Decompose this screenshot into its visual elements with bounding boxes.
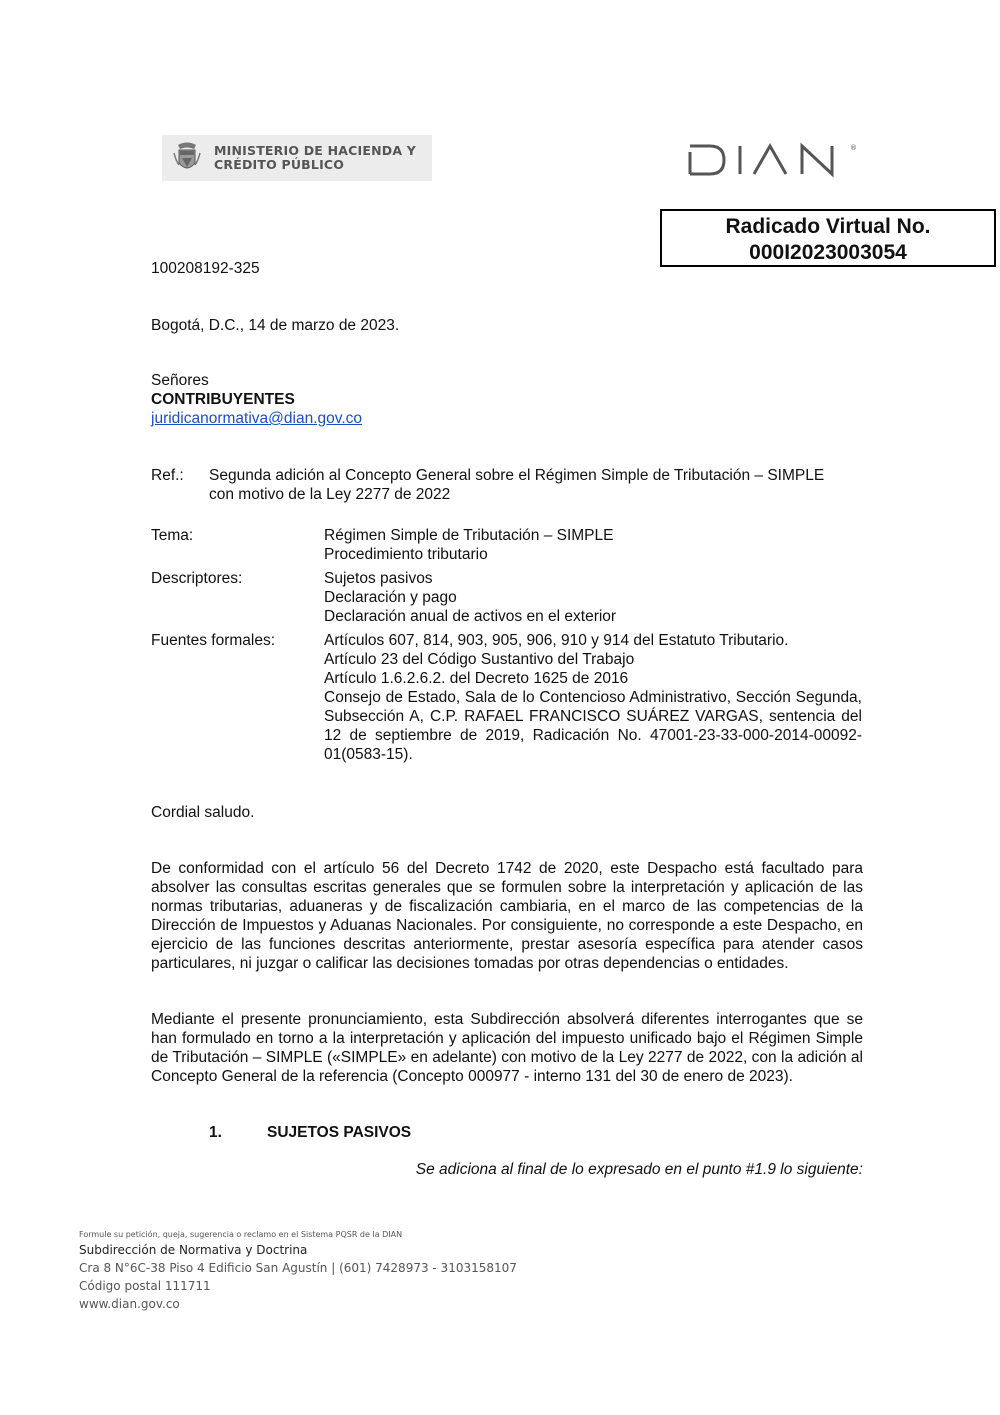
ministry-name-line2: CRÉDITO PÚBLICO (214, 157, 345, 172)
section-note: Se adiciona al final de lo expresado en el punto #1.9 lo siguiente: (415, 1161, 863, 1178)
fuentes-row (151, 631, 863, 764)
reference-number: 100208192-325 (151, 260, 260, 277)
section-heading (209, 1123, 411, 1142)
recipient-email-link[interactable]: juridicanormativa@dian.gov.co (151, 410, 363, 427)
footer-website-link[interactable]: www.dian.gov.co (79, 1297, 180, 1311)
descriptor-value: Sujetos pasivos (324, 570, 433, 587)
ministry-name-line1: MINISTERIO DE HACIENDA Y (214, 143, 417, 158)
fuentes-label: Fuentes formales: (151, 632, 276, 649)
metadata-block (151, 526, 863, 764)
footer (79, 1230, 517, 1313)
ref-line1: Segunda adición al Concepto General sobre el Régimen Simple de Tributación – SIMPLE (209, 467, 825, 484)
footer-pqsr-note: Formule su petición, queja, sugerencia o reclamo en el Sistema PQSR de la DIAN (79, 1230, 403, 1239)
ref-label: Ref.: (151, 467, 184, 484)
footer-address: Cra 8 N°6C-38 Piso 4 Edificio San Agustín | (601) 7428973 - 3103158107 (79, 1261, 517, 1275)
registered-mark: ® (850, 144, 857, 152)
recipient-name: CONTRIBUYENTES (151, 391, 295, 408)
ref-line2: con motivo de la Ley 2277 de 2022 (209, 486, 451, 503)
radicado-number: 000I2023003054 (749, 241, 907, 264)
dian-logo (688, 142, 860, 178)
radicado-label: Radicado Virtual No. (725, 215, 931, 238)
fuente-value: Consejo de Estado, Sala de lo Contencioso Administrativo, Sección Segunda, Subsección A, C.P. RAFAEL FRANCISCO SUÁREZ VARGAS, sentencia del 12 de septiembre de 2019, Radicación No. 47001-23-33-000-2014-00092-01(0583-15). (324, 689, 862, 763)
coat-of-arms-icon (172, 141, 202, 175)
descriptor-value: Declaración y pago (324, 589, 457, 606)
reference-block (151, 466, 863, 504)
section-title: SUJETOS PASIVOS (267, 1124, 412, 1141)
greeting: Cordial saludo. (151, 804, 255, 821)
fuente-value: Artículo 1.6.2.6.2. del Decreto 1625 de 2016 (324, 670, 629, 687)
fuente-value: Artículo 23 del Código Sustantivo del Trabajo (324, 651, 635, 668)
tema-row (151, 526, 863, 564)
paragraph-1: De conformidad con el artículo 56 del Decreto 1742 de 2020, este Despacho está facultado para absolver las consultas escritas generales que se formulen sobre la interpretación y aplicación de las normas tributarias, aduaneras y de fiscalización cambiaria, en el marco de las competencias de la Dirección de Impuestos y Aduanas Nacionales. Por consiguiente, no corresponde a este Despacho, en ejercicio de las funciones descritas anteriormente, prestar asesoría específica para atender casos particulares, ni juzgar o calificar las decisiones tomadas por otras dependencias o entidades. (151, 860, 863, 972)
footer-office: Subdirección de Normativa y Doctrina (79, 1243, 308, 1257)
salutation-to: Señores (151, 372, 209, 389)
tema-value: Procedimiento tributario (324, 546, 488, 563)
tema-label: Tema: (151, 527, 194, 544)
recipient-block (151, 371, 362, 428)
fuente-value: Artículos 607, 814, 903, 905, 906, 910 y 914 del Estatuto Tributario. (324, 632, 789, 649)
descriptor-value: Declaración anual de activos en el exterior (324, 608, 617, 625)
descriptores-row (151, 569, 863, 626)
descriptores-label: Descriptores: (151, 570, 243, 587)
radicado-box (660, 209, 996, 267)
footer-postal-code: Código postal 111711 (79, 1279, 211, 1293)
ministry-logo (162, 135, 432, 181)
tema-value: Régimen Simple de Tributación – SIMPLE (324, 527, 614, 544)
section-number: 1. (209, 1124, 222, 1141)
place-date: Bogotá, D.C., 14 de marzo de 2023. (151, 317, 400, 334)
paragraph-2: Mediante el presente pronunciamiento, esta Subdirección absolverá diferentes interrogantes que se han formulado en torno a la interpretación y aplicación del impuesto unificado bajo el Régimen Simple de Tributación – SIMPLE («SIMPLE» en adelante) con motivo de la Ley 2277 de 2022, con la adición al Concepto General de la referencia (Concepto 000977 - interno 131 del 30 de enero de 2023). (151, 1011, 863, 1085)
